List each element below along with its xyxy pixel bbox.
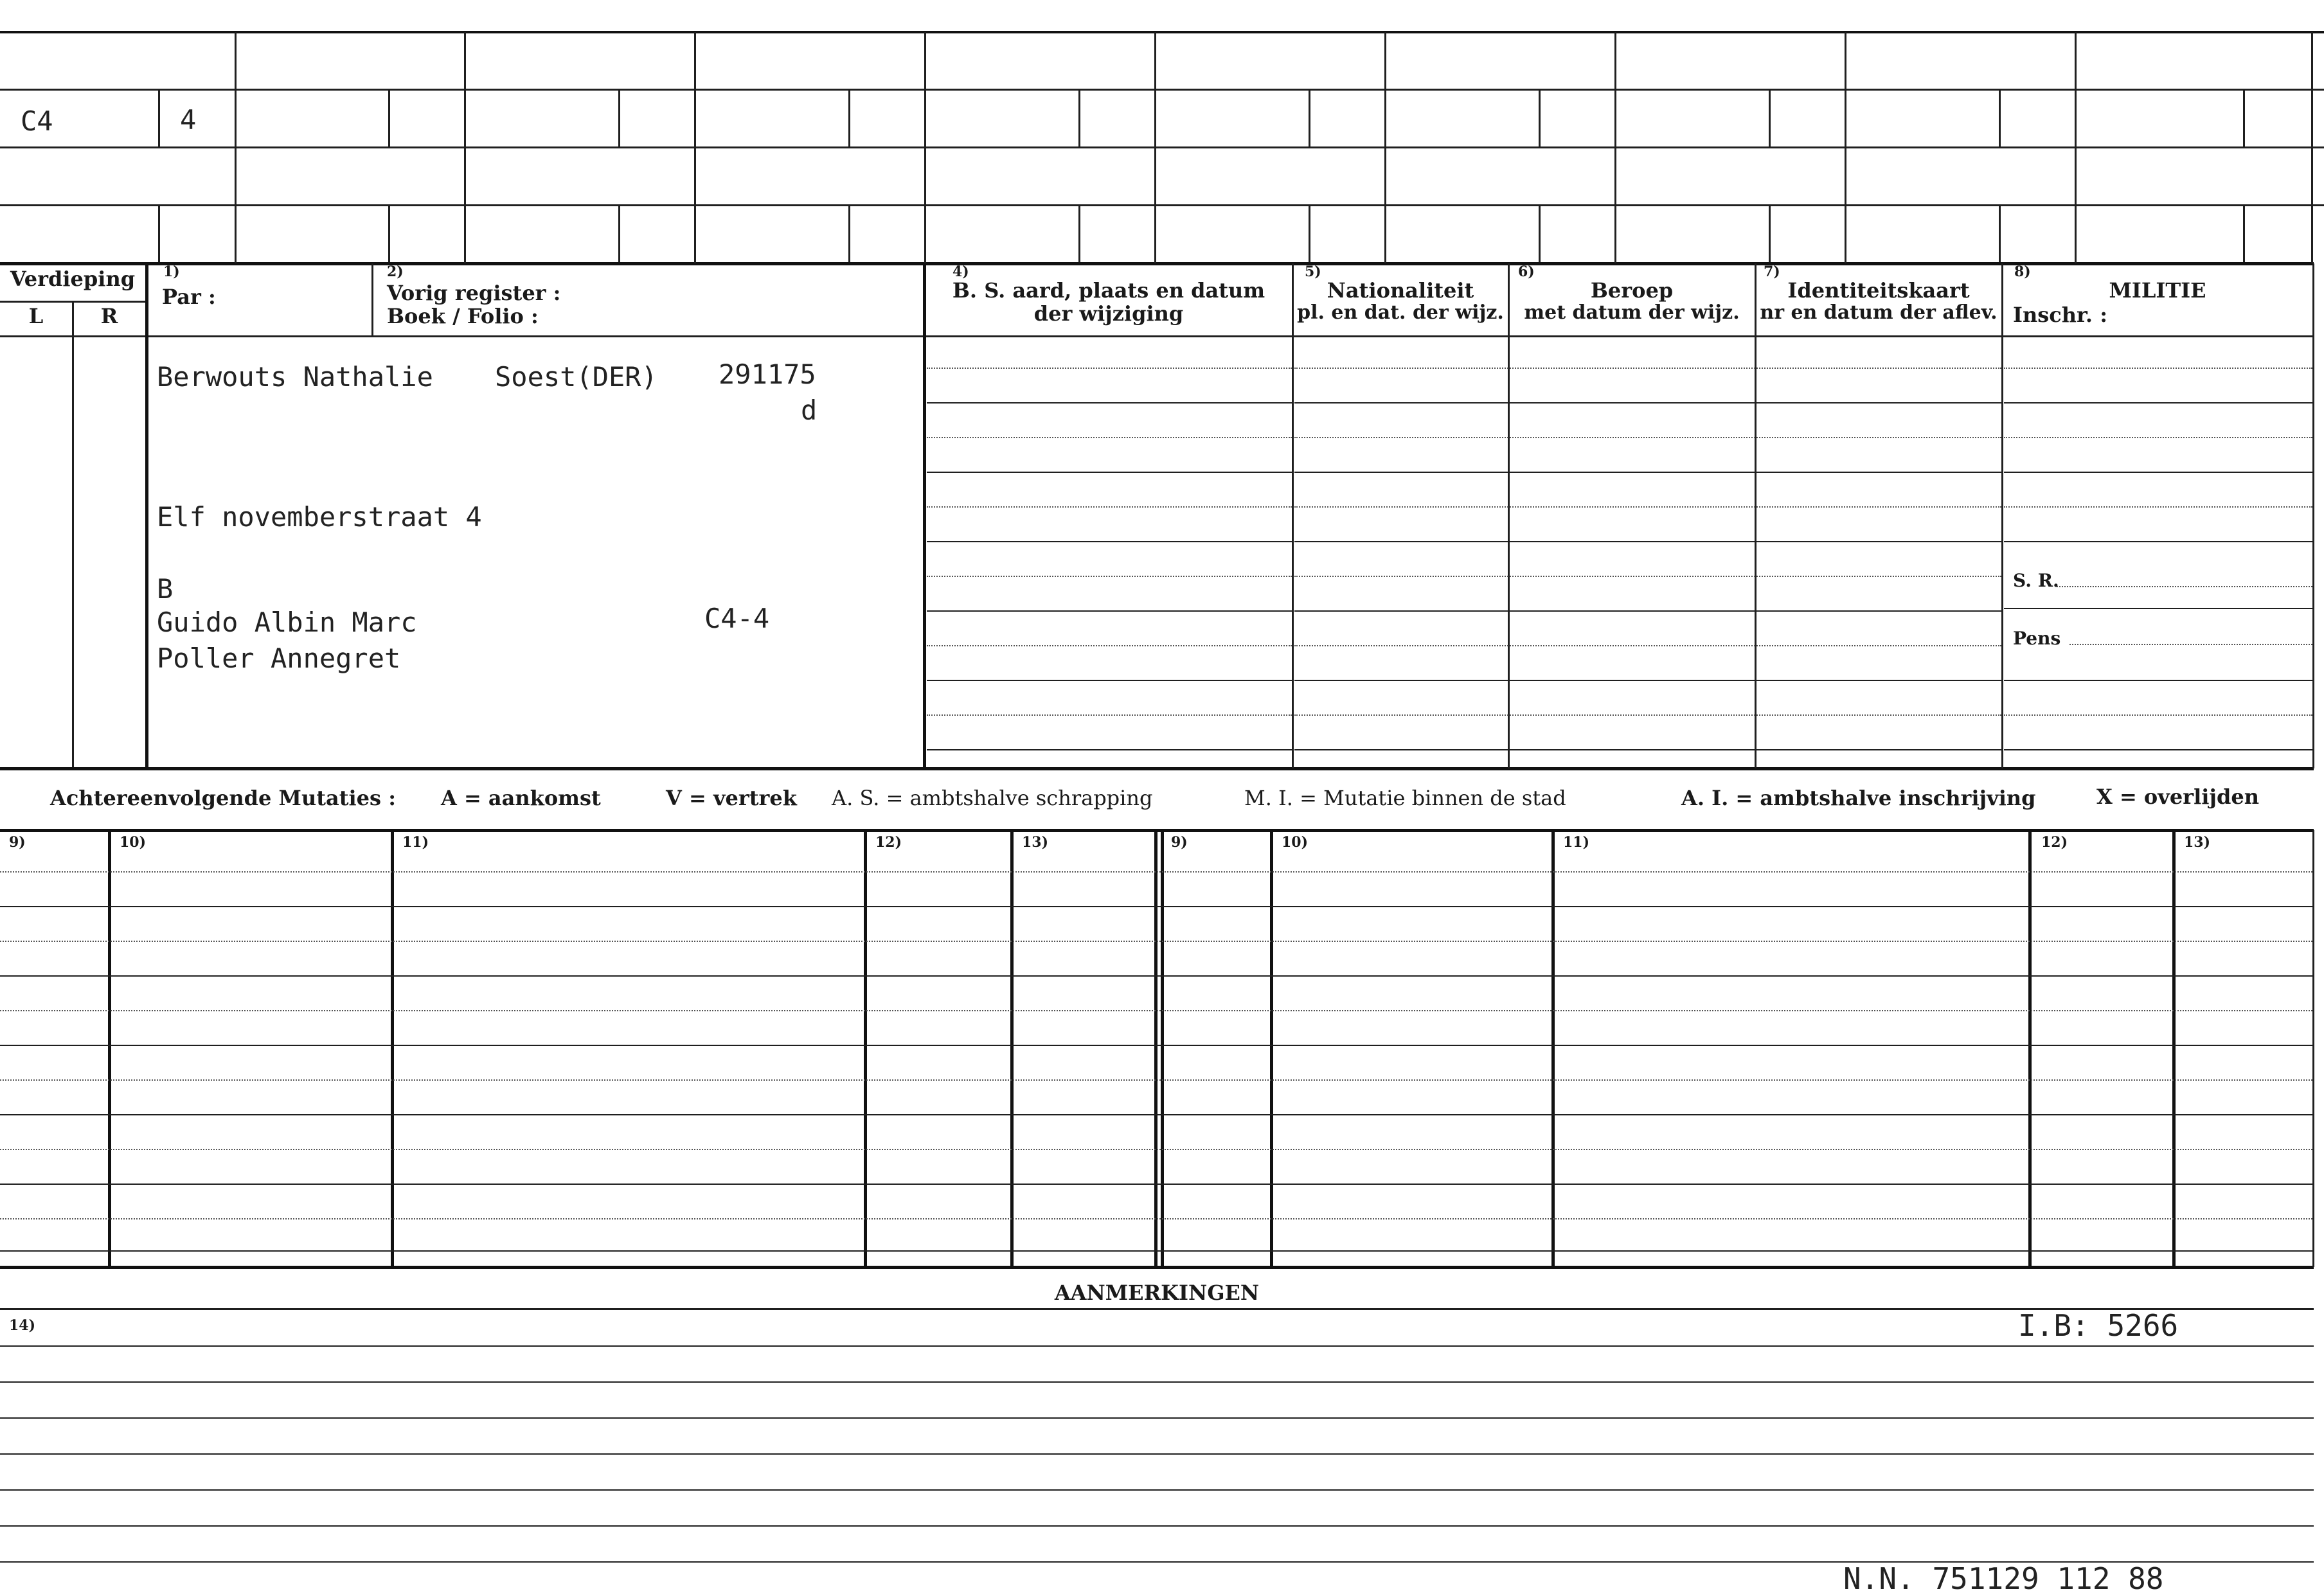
top-subdiv [618, 90, 620, 146]
legend-title: Achtereenvolgende Mutaties : [50, 786, 396, 810]
personal-div-6 [1755, 263, 1756, 768]
nationaliteit-label-2: pl. en dat. der wijz. [1297, 301, 1504, 324]
remarks-top-rule [0, 1308, 2314, 1310]
top-div [694, 32, 696, 263]
top-subdiv [1309, 90, 1310, 146]
personal-div-5 [1508, 263, 1510, 768]
legend-mi: M. I. = Mutatie binnen de stad [1244, 786, 1566, 810]
sr-label: S. R. [2013, 570, 2059, 591]
top-number: 4 [180, 104, 197, 136]
top-div [924, 32, 926, 263]
col-r-label: R [100, 304, 118, 328]
personal-div-2 [371, 263, 373, 335]
field-number-2: 2) [387, 263, 404, 280]
field-number-5: 5) [1305, 263, 1321, 280]
beroep-label-2: met datum der wijz. [1524, 301, 1740, 324]
pens-label: Pens [2013, 628, 2061, 649]
top-subdiv [1769, 206, 1771, 262]
person-name: Berwouts Nathalie [157, 361, 433, 393]
verdieping-label: Verdieping [10, 267, 136, 291]
top-subdiv [388, 206, 390, 262]
header-bottom-rule [0, 335, 2314, 337]
ib-number: I.B: 5266 [2018, 1308, 2179, 1343]
personal-div-1 [145, 263, 148, 768]
bs-label-2: der wijziging [1033, 301, 1184, 326]
mut-col-12: 12) [875, 834, 902, 851]
top-subdiv [158, 90, 160, 146]
legend-ai: A. I. = ambtshalve inschrijving [1681, 786, 2036, 810]
person-birthplace: Soest(DER) [495, 361, 657, 393]
person-birthdate: 291175 [719, 359, 816, 390]
top-div [1154, 32, 1156, 263]
lr-div [72, 302, 74, 767]
mut-col-13: 13) [1022, 834, 1049, 851]
nn-number: N.N. 751129 112 88 [1843, 1561, 2164, 1596]
top-subdiv [1078, 90, 1080, 146]
col-l-label: L [28, 304, 44, 328]
legend-as: A. S. = ambtshalve schrapping [832, 786, 1153, 810]
top-subdiv [1769, 90, 1771, 146]
mut-col-9: 9) [9, 834, 26, 851]
personal-div-8 [2312, 263, 2314, 768]
personal-div-4 [1292, 263, 1294, 768]
person-sex: d [801, 395, 818, 426]
personal-div-7 [2001, 263, 2003, 768]
top-div [464, 32, 466, 263]
field-number-4: 4) [952, 263, 969, 280]
legend-a: A = aankomst [441, 786, 601, 810]
beroep-label-1: Beroep [1590, 278, 1674, 303]
militie-label: MILITIE [2109, 278, 2206, 303]
mut-col-11: 11) [402, 834, 429, 851]
top-div [2075, 32, 2077, 263]
mut-col-13b: 13) [2184, 834, 2211, 851]
remarks-title: AANMERKINGEN [1054, 1281, 1260, 1305]
top-div [1845, 32, 1846, 263]
top-code: C4 [21, 105, 53, 137]
person-ref: C4-4 [704, 603, 770, 634]
top-rule-2 [0, 146, 2324, 148]
top-subdiv [1999, 90, 2001, 146]
top-subdiv [848, 206, 850, 262]
nationaliteit-label-1: Nationaliteit [1327, 278, 1474, 303]
field-number-14: 14) [9, 1317, 36, 1334]
personal-bottom-rule [0, 767, 2314, 770]
top-subdiv [1309, 206, 1310, 262]
top-subdiv [618, 206, 620, 262]
bs-label-1: B. S. aard, plaats en datum [952, 278, 1265, 303]
top-div [235, 32, 237, 263]
top-subdiv [1539, 90, 1541, 146]
top-border [0, 31, 2324, 33]
top-subdiv [2243, 206, 2245, 262]
inschr-label: Inschr. : [2013, 303, 2108, 327]
mut-col-11b: 11) [1563, 834, 1590, 851]
par-label: Par : [162, 285, 216, 309]
person-status: B [157, 573, 174, 605]
field-number-8: 8) [2014, 263, 2031, 280]
top-bottom-rule [0, 262, 2314, 265]
top-div [2311, 32, 2313, 263]
field-number-7: 7) [1764, 263, 1780, 280]
top-subdiv [2243, 90, 2245, 146]
top-subdiv [1999, 206, 2001, 262]
person-address: Elf novemberstraat 4 [157, 501, 482, 533]
top-subdiv [158, 206, 160, 262]
boek-folio-label: Boek / Folio : [387, 304, 539, 328]
field-number-6: 6) [1518, 263, 1535, 280]
top-rule-3 [0, 204, 2324, 206]
top-subdiv [1078, 206, 1080, 262]
top-subdiv [1539, 206, 1541, 262]
top-subdiv [388, 90, 390, 146]
top-rule-1 [0, 89, 2324, 91]
legend-v: V = vertrek [666, 786, 797, 810]
mut-col-12b: 12) [2041, 834, 2068, 851]
id-label-2: nr en datum der aflev. [1760, 301, 1998, 324]
mut-col-10b: 10) [1282, 834, 1309, 851]
top-div [1614, 32, 1616, 263]
top-div [1384, 32, 1386, 263]
legend-x: X = overlijden [2096, 785, 2259, 809]
person-mother: Poller Annegret [157, 643, 401, 674]
mut-col-10: 10) [120, 834, 147, 851]
vorig-register-label: Vorig register : [387, 281, 561, 305]
personal-div-3 [923, 263, 926, 768]
mut-col-9b: 9) [1171, 834, 1188, 851]
id-label-1: Identiteitskaart [1787, 278, 1970, 303]
top-subdiv [848, 90, 850, 146]
person-father: Guido Albin Marc [157, 607, 417, 638]
field-number-1: 1) [163, 263, 180, 280]
